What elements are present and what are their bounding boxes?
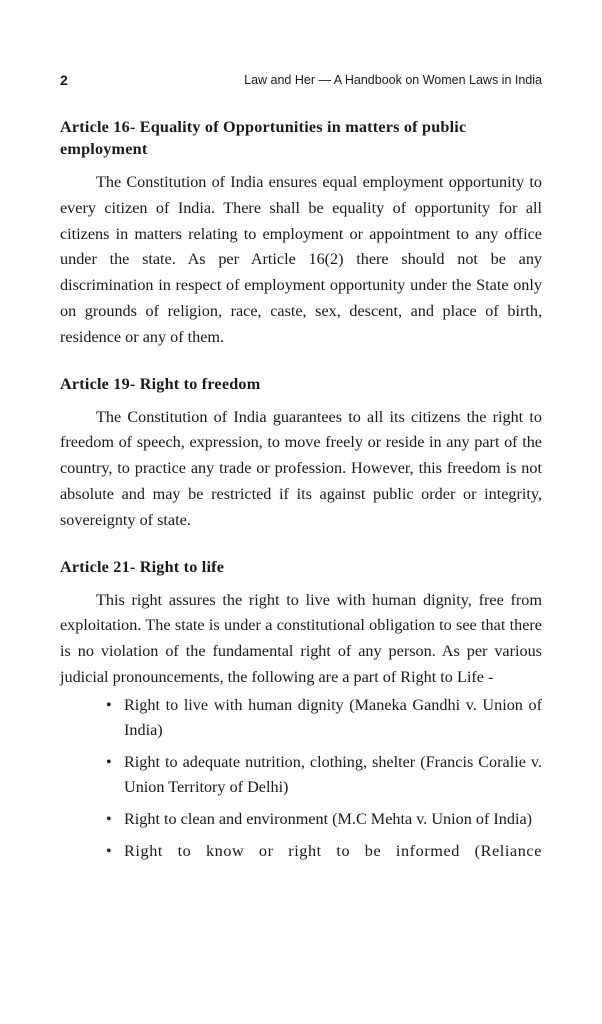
bullet-icon: • xyxy=(106,841,113,860)
page-number: 2 xyxy=(60,72,68,88)
list-item-text: Right to live with human dignity (Maneka Gandhi v. Union of India) xyxy=(124,695,542,739)
list-item xyxy=(106,693,542,743)
section-heading: Article 21- Right to life xyxy=(60,557,225,576)
section-paragraph: The Constitution of India guarantees to all its citizens the right to freedom of speech, expression, to move freely or reside in any part of the country, to practice any trade or profession. However, this freedom is not absolute and may be restricted if its against public order or integrity, sovereignty of state. xyxy=(60,407,542,529)
bullet-icon: • xyxy=(106,695,112,714)
section-article-16 xyxy=(60,116,542,351)
list-item xyxy=(106,750,542,800)
section-paragraph: This right assures the right to live with human dignity, free from exploitation. The state is under a constitutional obligation to see that there is no violation of the fundamental right of any person. As per various judicial pronouncements, the following are a part of Right to Life - xyxy=(60,590,542,686)
bullet-icon: • xyxy=(106,809,112,828)
list-item-text: Right to know or right to be informed (Reliance xyxy=(124,841,542,860)
list-item xyxy=(106,807,542,832)
section-article-19 xyxy=(60,373,542,534)
section-article-21 xyxy=(60,556,542,864)
section-heading: Article 16- Equality of Opportunities in matters of public employment xyxy=(60,118,467,158)
list-item-text: Right to clean and environment (M.C Mehta v. Union of India) xyxy=(124,809,533,828)
right-to-life-list xyxy=(60,693,542,864)
list-item xyxy=(106,839,542,864)
section-heading: Article 19- Right to freedom xyxy=(60,374,261,393)
page-content xyxy=(60,116,542,886)
page-header xyxy=(60,72,542,92)
bullet-icon: • xyxy=(106,752,112,771)
running-title: Law and Her — A Handbook on Women Laws in India xyxy=(244,73,542,87)
list-item-text: Right to adequate nutrition, clothing, shelter (Francis Coralie v. Union Territory of Delhi) xyxy=(124,752,542,796)
section-paragraph: The Constitution of India ensures equal employment opportunity to every citizen of India. There shall be equality of opportunity for all citizens in matters relating to employment or appointment to any office under the state. As per Article 16(2) there should not be any discrimination in respect of employment opportunity under the State only on grounds of religion, race, caste, sex, descent, and place of birth, residence or any of them. xyxy=(60,173,542,346)
